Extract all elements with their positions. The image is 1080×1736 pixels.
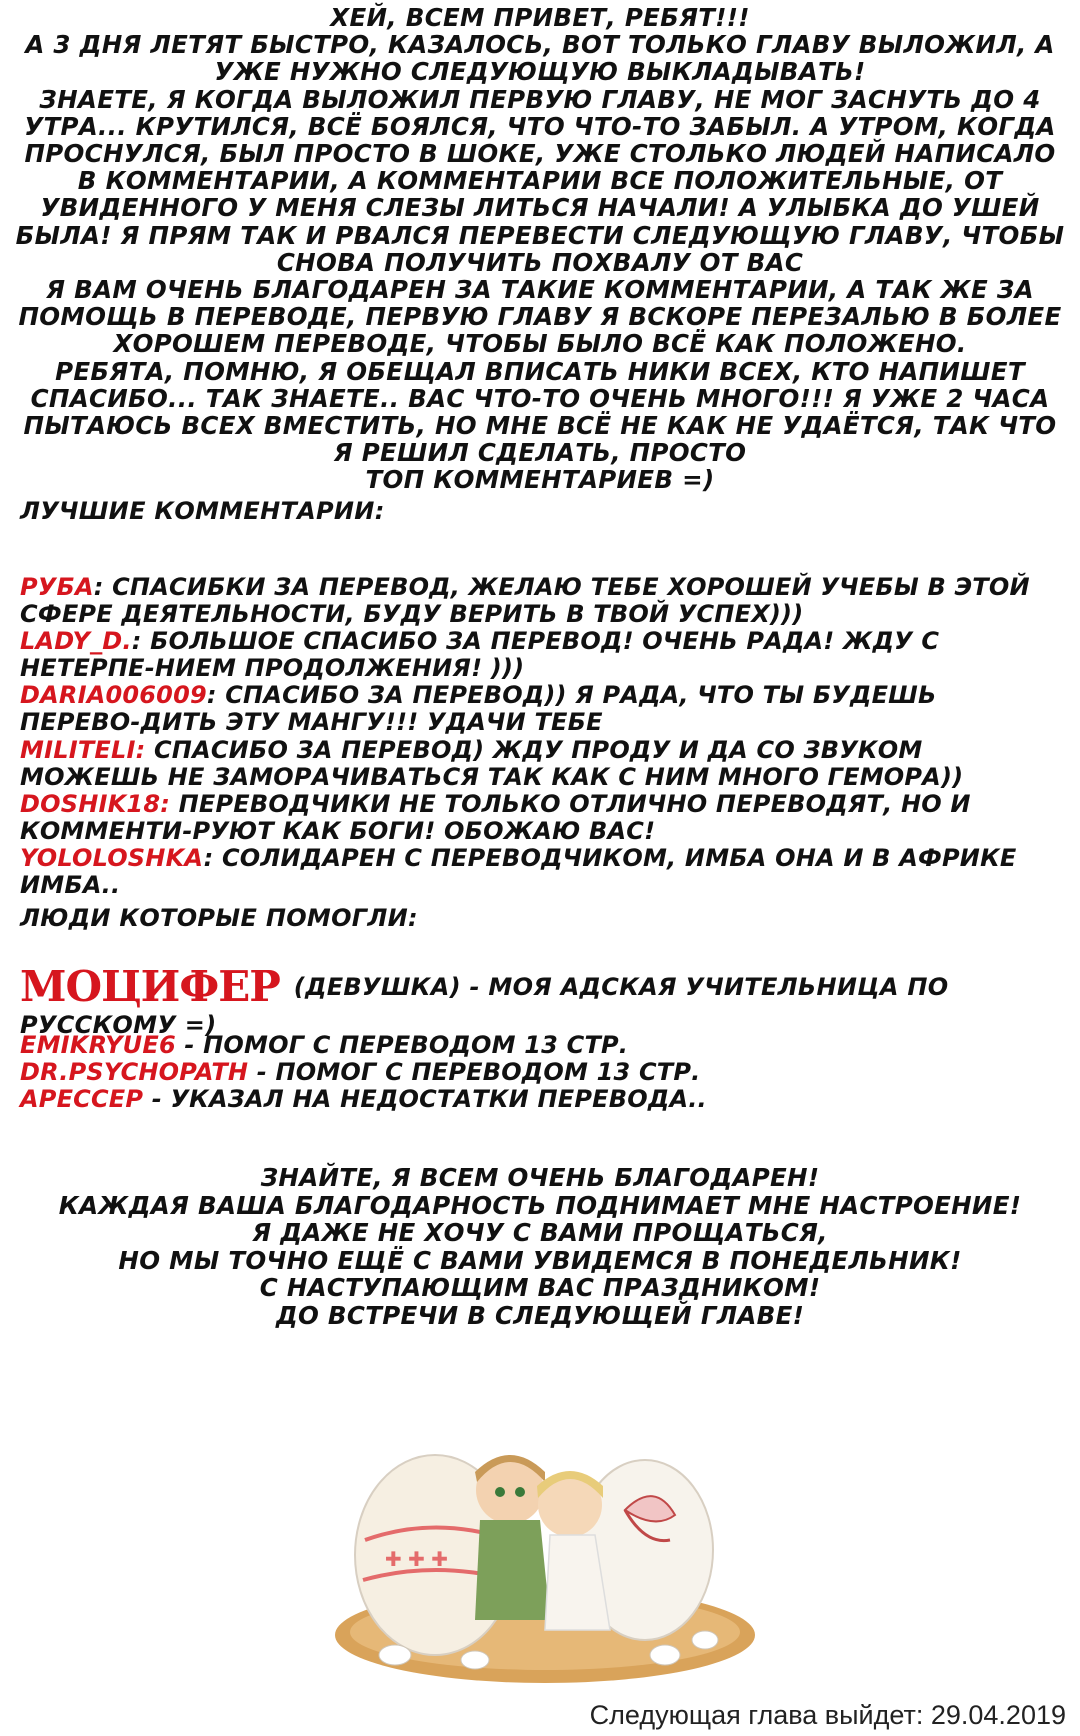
main-helper <box>20 962 1065 1039</box>
next-chapter-date: Следующая глава выйдет: 29.04.2019 <box>589 1700 1066 1730</box>
comments-list <box>20 574 1065 899</box>
comment-nick: DOSHIK18: <box>20 789 171 818</box>
helper-nick: EMIKRYUE6 <box>20 1031 176 1059</box>
best-comments-title: ЛУЧШИЕ КОММЕНТАРИИ: <box>20 497 385 525</box>
intro-line: Я ВАМ ОЧЕНЬ БЛАГОДАРЕН ЗА ТАКИЕ КОММЕНТАРИИ, А ТАК ЖЕ ЗА ПОМОЩЬ В ПЕРЕВОДЕ, ПЕРВУЮ ГЛАВУ Я ВСКОРЕ ПЕРЕЗАЛЬЮ В БОЛЕЕ ХОРОШЕМ ПЕРЕВОДЕ, ЧТОБЫ БЫЛО ВСЁ КАК ПОЛОЖЕНО. <box>18 275 1062 359</box>
comment-nick: LADY_D. <box>20 627 132 656</box>
comment-item <box>20 737 1065 791</box>
helpers-title: ЛЮДИ КОТОРЫЕ ПОМОГЛИ: <box>20 904 418 932</box>
helper-item <box>20 1059 1065 1086</box>
comment-item <box>20 574 1065 628</box>
comment-item <box>20 682 1065 736</box>
helper-text: - ПОМОГ С ПЕРЕВОДОМ 13 СТР. <box>248 1058 701 1087</box>
intro-line: ТОП КОММЕНТАРИЕВ =) <box>365 465 715 495</box>
main-helper-text: (ДЕВУШКА) - МОЯ АДСКАЯ УЧИТЕЛЬНИЦА ПО РУССКОМУ =) <box>20 973 949 1039</box>
intro-line: РЕБЯТА, ПОМНЮ, Я ОБЕЩАЛ ВПИСАТЬ НИКИ ВСЕХ, КТО НАПИШЕТ СПАСИБО... ТАК ЗНАЕТЕ.. ВАС ЧТО-ТО ОЧЕНЬ МНОГО!!! Я УЖЕ 2 ЧАСА ПЫТАЮСЬ ВСЕХ ВМЕСТИТЬ, НО МНЕ ВСЁ НЕ КАК НЕ УДАЁТСЯ, ТАК ЧТО Я РЕШИЛ СДЕЛАТЬ, ПРОСТО <box>23 356 1057 468</box>
comment-text: : СОЛИДАРЕН С ПЕРЕВОДЧИКОМ, ИМБА ОНА И В АФРИКЕ ИМБА.. <box>20 843 1017 900</box>
helper-nick: DR.PSYCHOPATH <box>20 1058 249 1087</box>
comment-text: : БОЛЬШОЕ СПАСИБО ЗА ПЕРЕВОД! ОЧЕНЬ РАДА! ЖДУ С НЕТЕРПЕ-НИЕМ ПРОДОЛЖЕНИЯ! ))) <box>20 627 940 683</box>
thanks-line: С НАСТУПАЮЩИМ ВАС ПРАЗДНИКОМ! <box>259 1273 821 1302</box>
intro-line: ХЕЙ, ВСЕМ ПРИВЕТ, РЕБЯТ!!! <box>330 3 750 32</box>
easter-eggs-illustration <box>325 1420 765 1690</box>
intro-line: А 3 ДНЯ ЛЕТЯТ БЫСТРО, КАЗАЛОСЬ, ВОТ ТОЛЬКО ГЛАВУ ВЫЛОЖИЛ, А УЖЕ НУЖНО СЛЕДУЮЩУЮ ВЫКЛАДЫВАТЬ! <box>25 30 1055 87</box>
helper-nick: АРЕССЕР <box>20 1085 144 1114</box>
comment-text: : СПАСИБКИ ЗА ПЕРЕВОД, ЖЕЛАЮ ТЕБЕ ХОРОШЕЙ УЧЕБЫ В ЭТОЙ СФЕРЕ ДЕЯТЕЛЬНОСТИ, БУДУ ВЕРИТЬ В ТВОЙ УСПЕХ))) <box>20 573 1030 629</box>
main-helper-nick: МОЦИФЕР <box>20 962 280 1011</box>
thanks-line: Я ДАЖЕ НЕ ХОЧУ С ВАМИ ПРОЩАТЬСЯ, <box>252 1218 828 1247</box>
comment-item <box>20 791 1065 845</box>
comment-text: ПЕРЕВОДЧИКИ НЕ ТОЛЬКО ОТЛИЧНО ПЕРЕВОДЯТ, НО И КОММЕНТИ-РУЮТ КАК БОГИ! ОБОЖАЮ ВАС! <box>20 789 971 845</box>
thanks-text <box>40 1164 1040 1329</box>
comment-nick: DARIA006009 <box>20 681 207 710</box>
thanks-line: НО МЫ ТОЧНО ЕЩЁ С ВАМИ УВИДЕМСЯ В ПОНЕДЕЛЬНИК! <box>118 1245 962 1275</box>
intro-text <box>14 4 1066 494</box>
comment-text: СПАСИБО ЗА ПЕРЕВОД) ЖДУ ПРОДУ И ДА СО ЗВУКОМ МОЖЕШЬ НЕ ЗАМОРАЧИВАТЬСЯ ТАК КАК С НИМ МНОГО ГЕМОРА)) <box>20 735 964 791</box>
helper-text: - УКАЗАЛ НА НЕДОСТАТКИ ПЕРЕВОДА.. <box>143 1085 707 1114</box>
intro-line: ЗНАЕТЕ, Я КОГДА ВЫЛОЖИЛ ПЕРВУЮ ГЛАВУ, НЕ МОГ ЗАСНУТЬ ДО 4 УТРА... КРУТИЛСЯ, ВСЁ БОЯЛСЯ, ЧТО ЧТО-ТО ЗАБЫЛ. А УТРОМ, КОГДА ПРОСНУЛСЯ, БЫЛ ПРОСТО В ШОКЕ, УЖЕ СТОЛЬКО ЛЮДЕЙ НАПИСАЛО В КОММЕНТАРИИ, А КОММЕНТАРИИ ВСЕ ПОЛОЖИТЕЛЬНЫЕ, ОТ УВИДЕННОГО У МЕНЯ СЛЕЗЫ ЛИТЬСЯ НАЧАЛИ! А УЛЫБКА ДО УШЕЙ БЫЛА! Я ПРЯМ ТАК И РВАЛСЯ ПЕРЕВЕСТИ СЛЕДУЮЩУЮ ГЛАВУ, ЧТОБЫ СНОВА ПОЛУЧИТЬ ПОХВАЛУ ОТ ВАС <box>15 84 1065 277</box>
comment-text: : СПАСИБО ЗА ПЕРЕВОД)) Я РАДА, ЧТО ТЫ БУДЕШЬ ПЕРЕВО-ДИТЬ ЭТУ МАНГУ!!! УДАЧИ ТЕБЕ <box>20 681 937 737</box>
comment-item <box>20 845 1065 899</box>
helper-item <box>20 1086 1065 1113</box>
comment-item <box>20 628 1065 682</box>
comment-nick: РУБА <box>20 573 94 601</box>
helpers-list <box>20 1032 1065 1114</box>
thanks-line: ДО ВСТРЕЧИ В СЛЕДУЮЩЕЙ ГЛАВЕ! <box>275 1300 805 1330</box>
comment-nick: YOLOLOSHKA <box>20 843 204 872</box>
thanks-line: ЗНАЙТЕ, Я ВСЕМ ОЧЕНЬ БЛАГОДАРЕН! <box>260 1163 820 1192</box>
comment-nick: MILITELI: <box>20 735 146 764</box>
child-green <box>475 1455 550 1620</box>
helper-text: - ПОМОГ С ПЕРЕВОДОМ 13 СТР. <box>175 1031 629 1059</box>
helper-item <box>20 1032 1065 1059</box>
svg-text:✚ ✚ ✚: ✚ ✚ ✚ <box>385 1547 448 1571</box>
thanks-line: КАЖДАЯ ВАША БЛАГОДАРНОСТЬ ПОДНИМАЕТ МНЕ НАСТРОЕНИЕ! <box>58 1190 1022 1220</box>
